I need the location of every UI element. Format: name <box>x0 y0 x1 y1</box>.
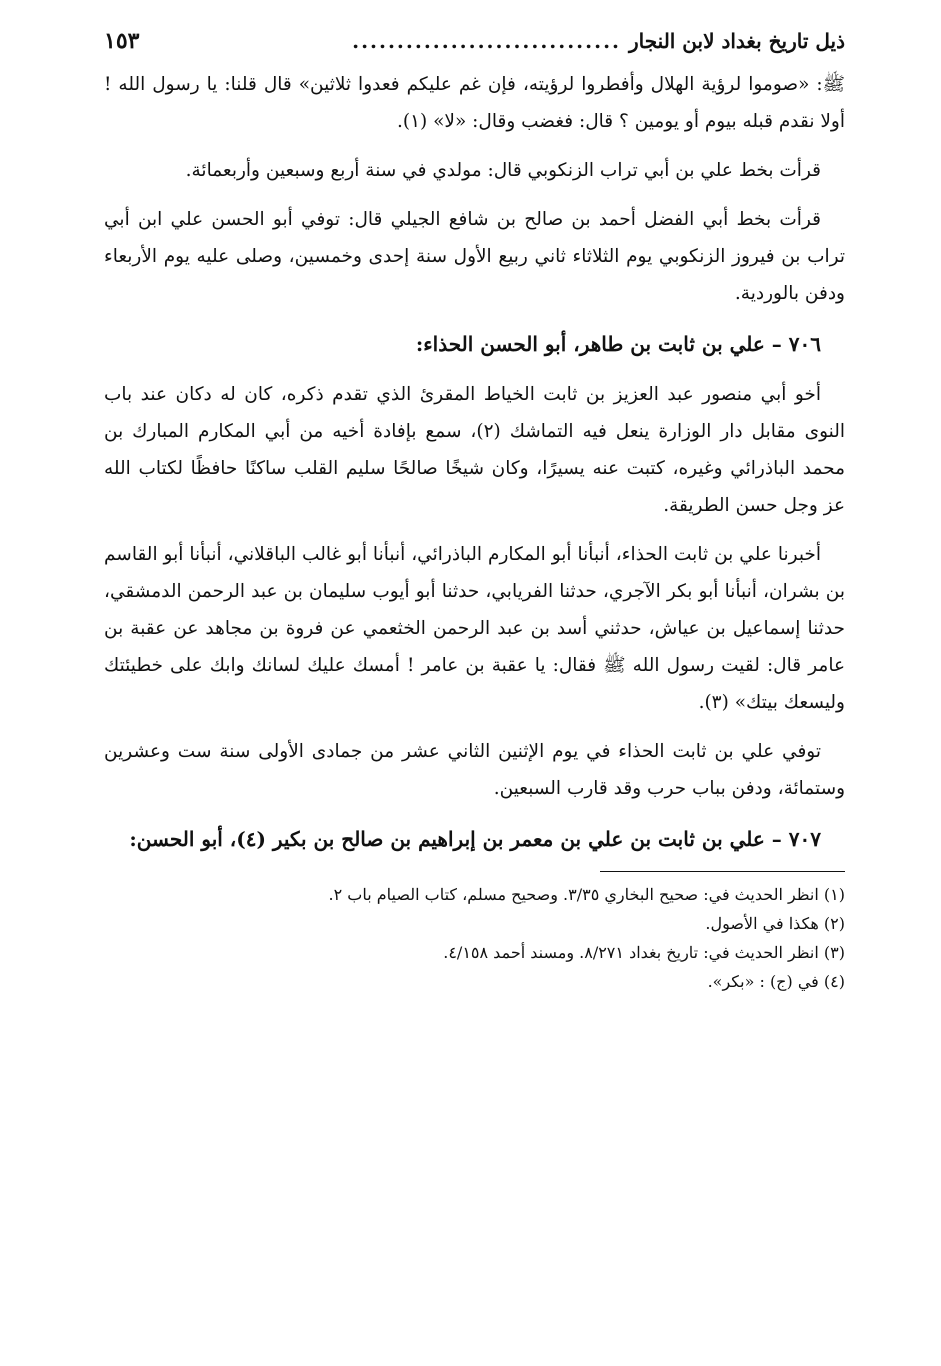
footnote-3: (٣) انظر الحديث في: تاريخ بغداد ٨/٢٧١. ومسند أحمد ٤/١٥٨. <box>443 943 845 962</box>
footnote-4: (٤) في (ج) : «بكر». <box>707 972 845 991</box>
leader-dots: .............................. <box>352 29 621 53</box>
footnote-2: (٢) هكذا في الأصول. <box>705 914 845 933</box>
paragraph-death-note: قرأت بخط أبي الفضل أحمد بن صالح بن شافع الجيلي قال: توفي أبو الحسن علي ابن أبي تراب بن فيروز الزنكوبي يوم الثلاثاء ثاني ربيع الأول سنة إحدى وخمسين، وصلى عليه يوم الأربعاء ودفن بالوردية. <box>104 209 845 304</box>
running-title: ذيل تاريخ بغداد لابن النجار <box>629 29 845 53</box>
paragraph-biography-706: أخو أبي منصور عبد العزيز بن ثابت الخياط المقرئ الذي تقدم ذكره، كان له دكان عند باب النوى مقابل دار الوزارة ينعل فيه التماشك (٢)، سمع بإفادة أخيه من أبي المكارم المبارك بن محمد الباذرائي وغيره، كتبت عنه يسيرًا، وكان شيخًا صالحًا سليم القلب ساكنًا حافظًا لكتاب الله عز وجل حسن الطريقة. <box>104 384 845 516</box>
entry-heading-706: ٧٠٦ – علي بن ثابت بن طاهر، أبو الحسن الحذاء: <box>415 332 821 356</box>
paragraph-isnad-706: أخبرنا علي بن ثابت الحذاء، أنبأنا أبو المكارم الباذرائي، أنبأنا أبو غالب الباقلاني، أنبأنا أبو القاسم بن بشران، أنبأنا أبو بكر الآجري، حدثنا الفريابي، حدثنا أبو أيوب سليمان بن عبد الرحمن الدمشقي، حدثنا إسماعيل بن عياش، حدثني أسد بن عبد الرحمن الخثعمي عن فروة بن مجاهد عن عقبة بن عامر قال: لقيت رسول الله ﷺ فقال: يا عقبة بن عامر ! أمسك عليك لسانك وابك على خطيئتك وليسعك بيتك» (٣). <box>104 544 845 713</box>
footnote-divider <box>600 871 845 872</box>
footnote-1: (١) انظر الحديث في: صحيح البخاري ٣/٣٥. وصحيح مسلم، كتاب الصيام باب ٢. <box>328 885 845 904</box>
entry-heading-707: ٧٠٧ – علي بن ثابت بن علي بن معمر بن إبراهيم بن صالح بن بكير (٤)، أبو الحسن: <box>129 827 821 851</box>
footnotes <box>104 880 845 996</box>
running-header <box>104 28 845 66</box>
paragraph-birth-note: قرأت بخط علي بن أبي تراب الزنكوبي قال: مولدي في سنة أربع وسبعين وأربعمائة. <box>185 160 821 181</box>
paragraph-death-706: توفي علي بن ثابت الحذاء في يوم الإثنين الثاني عشر من جمادى الأولى سنة ست وعشرين وستمائة، ودفن بباب حرب وقد قارب السبعين. <box>104 741 845 799</box>
page-number: ١٥٣ <box>104 28 140 54</box>
paragraph-hadith-hilal: ﷺ: «صوموا لرؤية الهلال وأفطروا لرؤيته، فإن غم عليكم فعدوا ثلاثين» قال قلنا: يا رسول الله ! أولا نقدم قبله بيوم أو يومين ؟ قال: فغضب وقال: «لا» (١). <box>104 74 845 132</box>
